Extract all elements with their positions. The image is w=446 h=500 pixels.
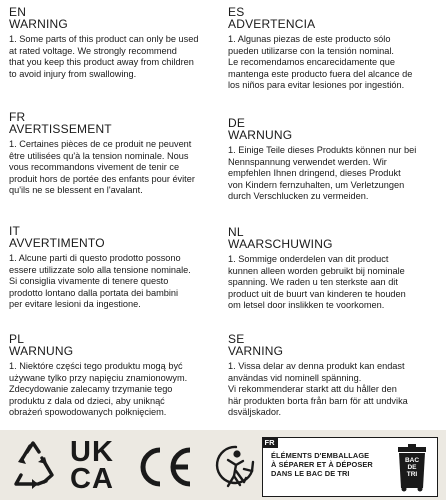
- section-text: 1. Some parts of this product can only be used at rated voltage. We strongly recommend that you keep this product away from children to avoid injury from swallowing.: [9, 34, 199, 79]
- section-text: 1. Algunas piezas de este producto sólo pueden utilizarse con la tensión nominal. Le recomendamos encarecidamente que mantenga este producto fuera del alcance de los niños para evitar lesiones por ingestión.: [228, 34, 413, 91]
- section-en: [9, 6, 221, 80]
- triman-sorting-text: ÉLÉMENTS D'EMBALLAGE À SÉPARER ET À DÉPOSER DANS LE BAC DE TRI: [271, 451, 373, 478]
- recycle-icon: [8, 438, 58, 496]
- ukca-mark: [70, 436, 128, 495]
- ukca-line-1: UK: [70, 436, 114, 468]
- section-pl: [9, 333, 221, 419]
- section-heading: VARNING: [228, 344, 284, 358]
- triman-info-box: [262, 437, 438, 497]
- language-code: PL: [9, 332, 25, 346]
- section-heading: ADVERTENCIA: [228, 17, 316, 31]
- section-text: 1. Sommige onderdelen van dit product kunnen alleen worden gebruikt bij nominale spanning. We raden u ten sterkste aan dit product uit de buurt van kinderen te houden om letsel door inslikken te voorkomen.: [228, 254, 406, 311]
- language-code: FR: [9, 110, 26, 124]
- section-de: [228, 117, 440, 203]
- section-text: 1. Alcune parti di questo prodotto possono essere utilizzate solo alla tensione nominale. Si consiglia vivamente di tenere questo prodotto lontano dalla portata dei bambini per evitare lesioni da ingestione.: [9, 253, 191, 310]
- ce-mark: [136, 438, 196, 496]
- language-code: SE: [228, 332, 245, 346]
- language-code: EN: [9, 5, 27, 19]
- section-heading: WARNUNG: [9, 344, 74, 358]
- language-code: DE: [228, 116, 246, 130]
- triman-icon: [214, 438, 258, 496]
- section-text: 1. Vissa delar av denna produkt kan endast användas vid nominell spänning. Vi rekommenderar starkt att du håller den här produkten borta från barn för att undvika dsväljskador.: [228, 361, 408, 418]
- section-es: [228, 6, 440, 92]
- section-heading: WARNUNG: [228, 128, 293, 142]
- section-heading: WARNING: [9, 17, 68, 31]
- section-nl: [228, 226, 440, 312]
- section-it: [9, 225, 221, 311]
- language-code: ES: [228, 5, 245, 19]
- section-text: 1. Certaines pièces de ce produit ne peuvent être utilisées qu'à la tension nominale. Nous vous recommandons vivement de tenir ce produit hors de portée des enfants pour éviter qu'ils ne se blessent en l'avalant.: [9, 139, 195, 196]
- section-text: 1. Einige Teile dieses Produkts können nur bei Nennspannung verwendet werden. Wir empfehlen Ihnen dringend, dieses Produkt von Kindern fernzuhalten, um Verletzungen durch Verschlucken zu vermeiden.: [228, 145, 417, 202]
- section-heading: AVERTISSEMENT: [9, 122, 112, 136]
- language-code: NL: [228, 225, 244, 239]
- section-fr: [9, 111, 221, 197]
- bin-label: BAC DE TRI: [404, 457, 420, 478]
- section-heading: AVVERTIMENTO: [9, 236, 105, 250]
- country-badge: FR: [262, 437, 278, 448]
- section-heading: WAARSCHUWING: [228, 237, 333, 251]
- section-se: [228, 333, 440, 419]
- ukca-line-2: CA: [70, 463, 114, 495]
- section-text: 1. Niektóre części tego produktu mogą być używane tylko przy napięciu znamionowym. Zdecydowanie zalecamy trzymanie tego produktu z dala od dzieci, aby uniknąć obrażeń spowodowanych połknięciem.: [9, 361, 188, 418]
- language-code: IT: [9, 224, 21, 238]
